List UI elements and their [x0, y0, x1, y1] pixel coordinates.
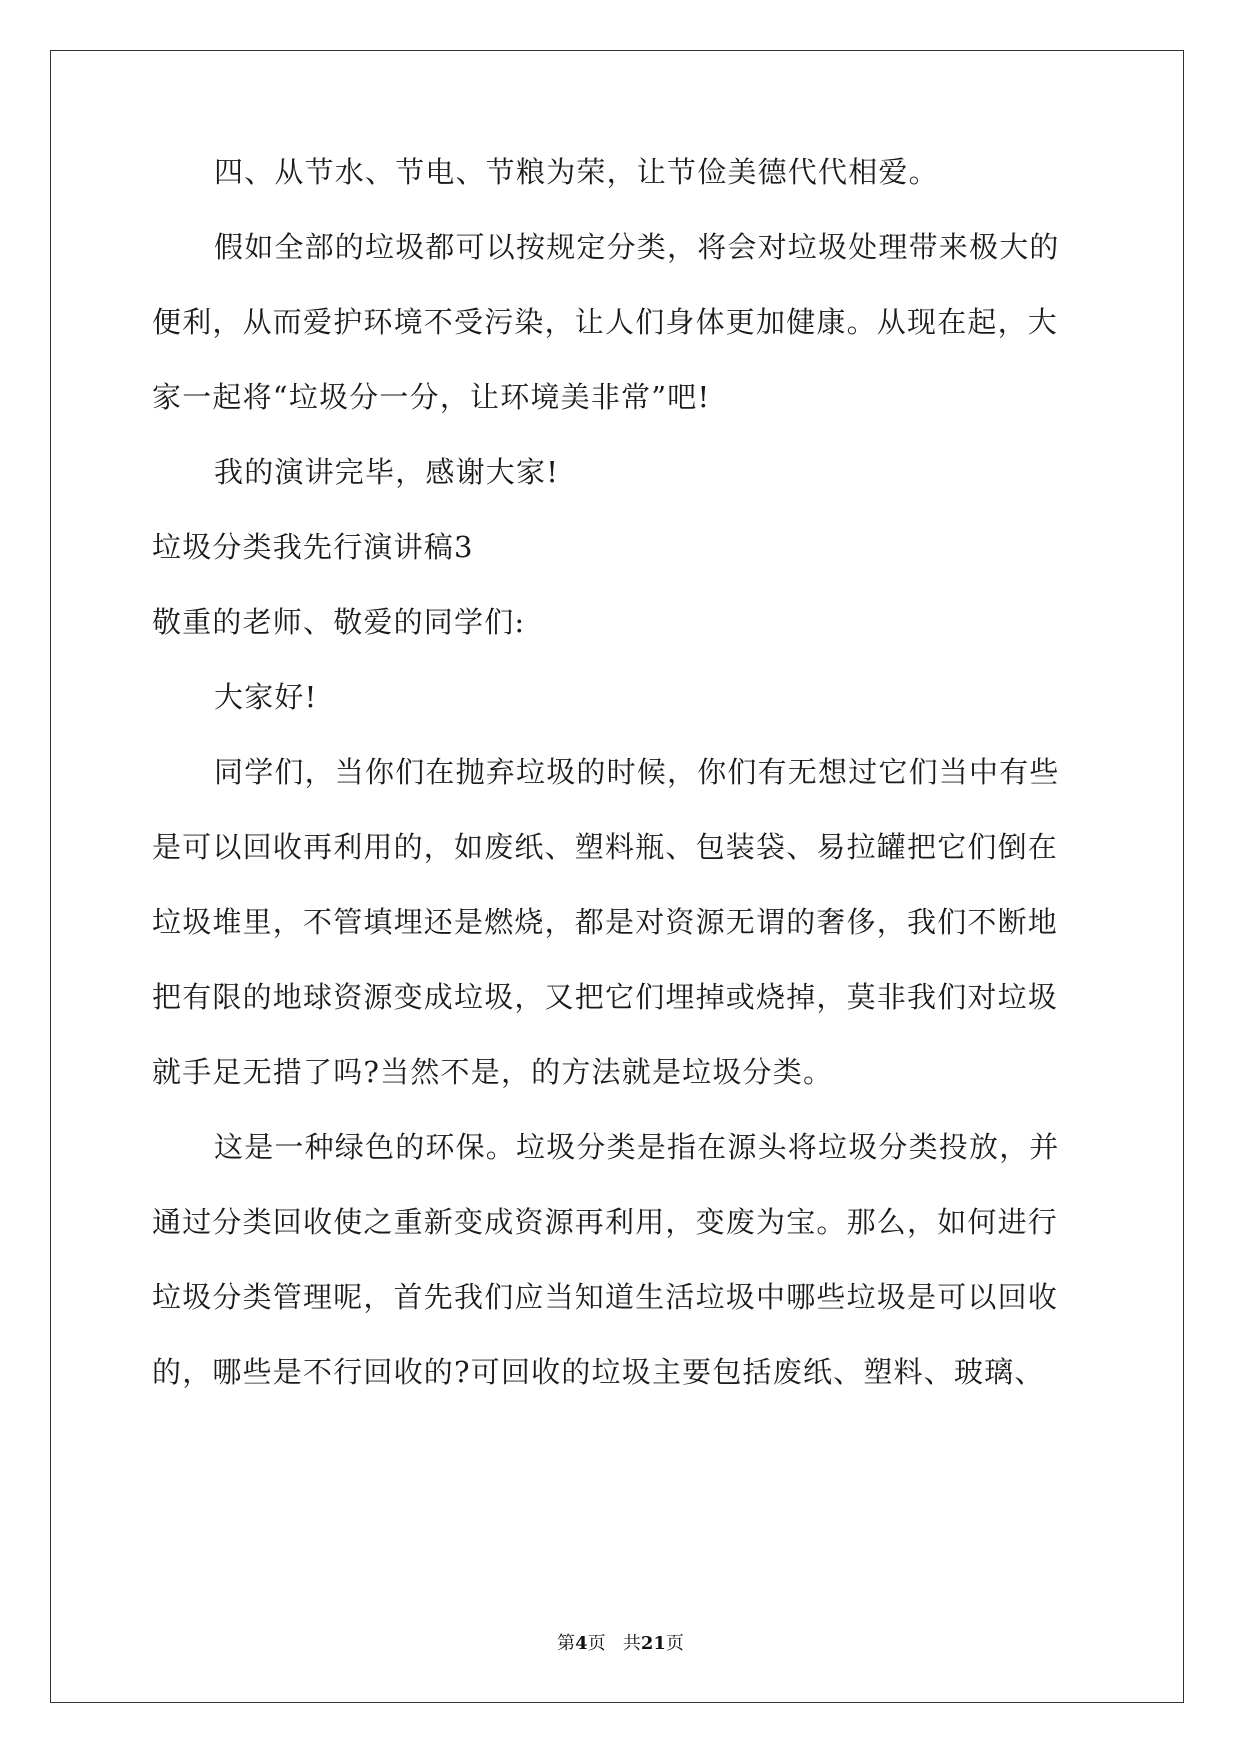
- page-suffix: 页: [587, 1633, 606, 1654]
- paragraph-line: 假如全部的垃圾都可以按规定分类，将会对垃圾处理带来极大的: [214, 230, 1060, 264]
- total-suffix: 页: [665, 1633, 684, 1654]
- total-pages: 21: [640, 1633, 666, 1654]
- total-prefix: 共: [622, 1633, 641, 1654]
- paragraph-line: 我的演讲完毕，感谢大家!: [214, 455, 560, 489]
- paragraph-line: 就手足无措了吗?当然不是，的方法就是垃圾分类。: [152, 1055, 834, 1089]
- greeting: 大家好!: [214, 680, 318, 714]
- salutation: 敬重的老师、敬爱的同学们:: [152, 605, 526, 639]
- paragraph-line: 垃圾分类管理呢，首先我们应当知道生活垃圾中哪些垃圾是可以回收: [152, 1280, 1059, 1314]
- paragraph-line: 的，哪些是不行回收的?可回收的垃圾主要包括废纸、塑料、玻璃、: [152, 1355, 1045, 1389]
- paragraph-line: 是可以回收再利用的，如废纸、塑料瓶、包装袋、易拉罐把它们倒在: [152, 830, 1059, 864]
- paragraph-line: 同学们，当你们在抛弃垃圾的时候，你们有无想过它们当中有些: [214, 755, 1060, 789]
- page-number: 4: [575, 1633, 588, 1654]
- paragraph-line: 这是一种绿色的环保。垃圾分类是指在源头将垃圾分类投放，并: [214, 1130, 1060, 1164]
- page-footer: [0, 1632, 1241, 1656]
- paragraph-line: 家一起将“垃圾分一分，让环境美非常”吧!: [152, 380, 711, 414]
- paragraph-line: 垃圾堆里，不管填埋还是燃烧，都是对资源无谓的奢侈，我们不断地: [152, 905, 1059, 939]
- paragraph-line: 把有限的地球资源变成垃圾，又把它们埋掉或烧掉，莫非我们对垃圾: [152, 980, 1059, 1014]
- page-prefix: 第: [557, 1633, 576, 1654]
- paragraph-line: 四、从节水、节电、节粮为荣，让节俭美德代代相爱。: [214, 155, 939, 189]
- paragraph-line: 便利，从而爱护环境不受污染，让人们身体更加健康。从现在起，大: [152, 305, 1059, 339]
- section-title: 垃圾分类我先行演讲稿3: [152, 530, 474, 564]
- paragraph-line: 通过分类回收使之重新变成资源再利用，变废为宝。那么，如何进行: [152, 1205, 1059, 1239]
- page-border: [50, 50, 1184, 1703]
